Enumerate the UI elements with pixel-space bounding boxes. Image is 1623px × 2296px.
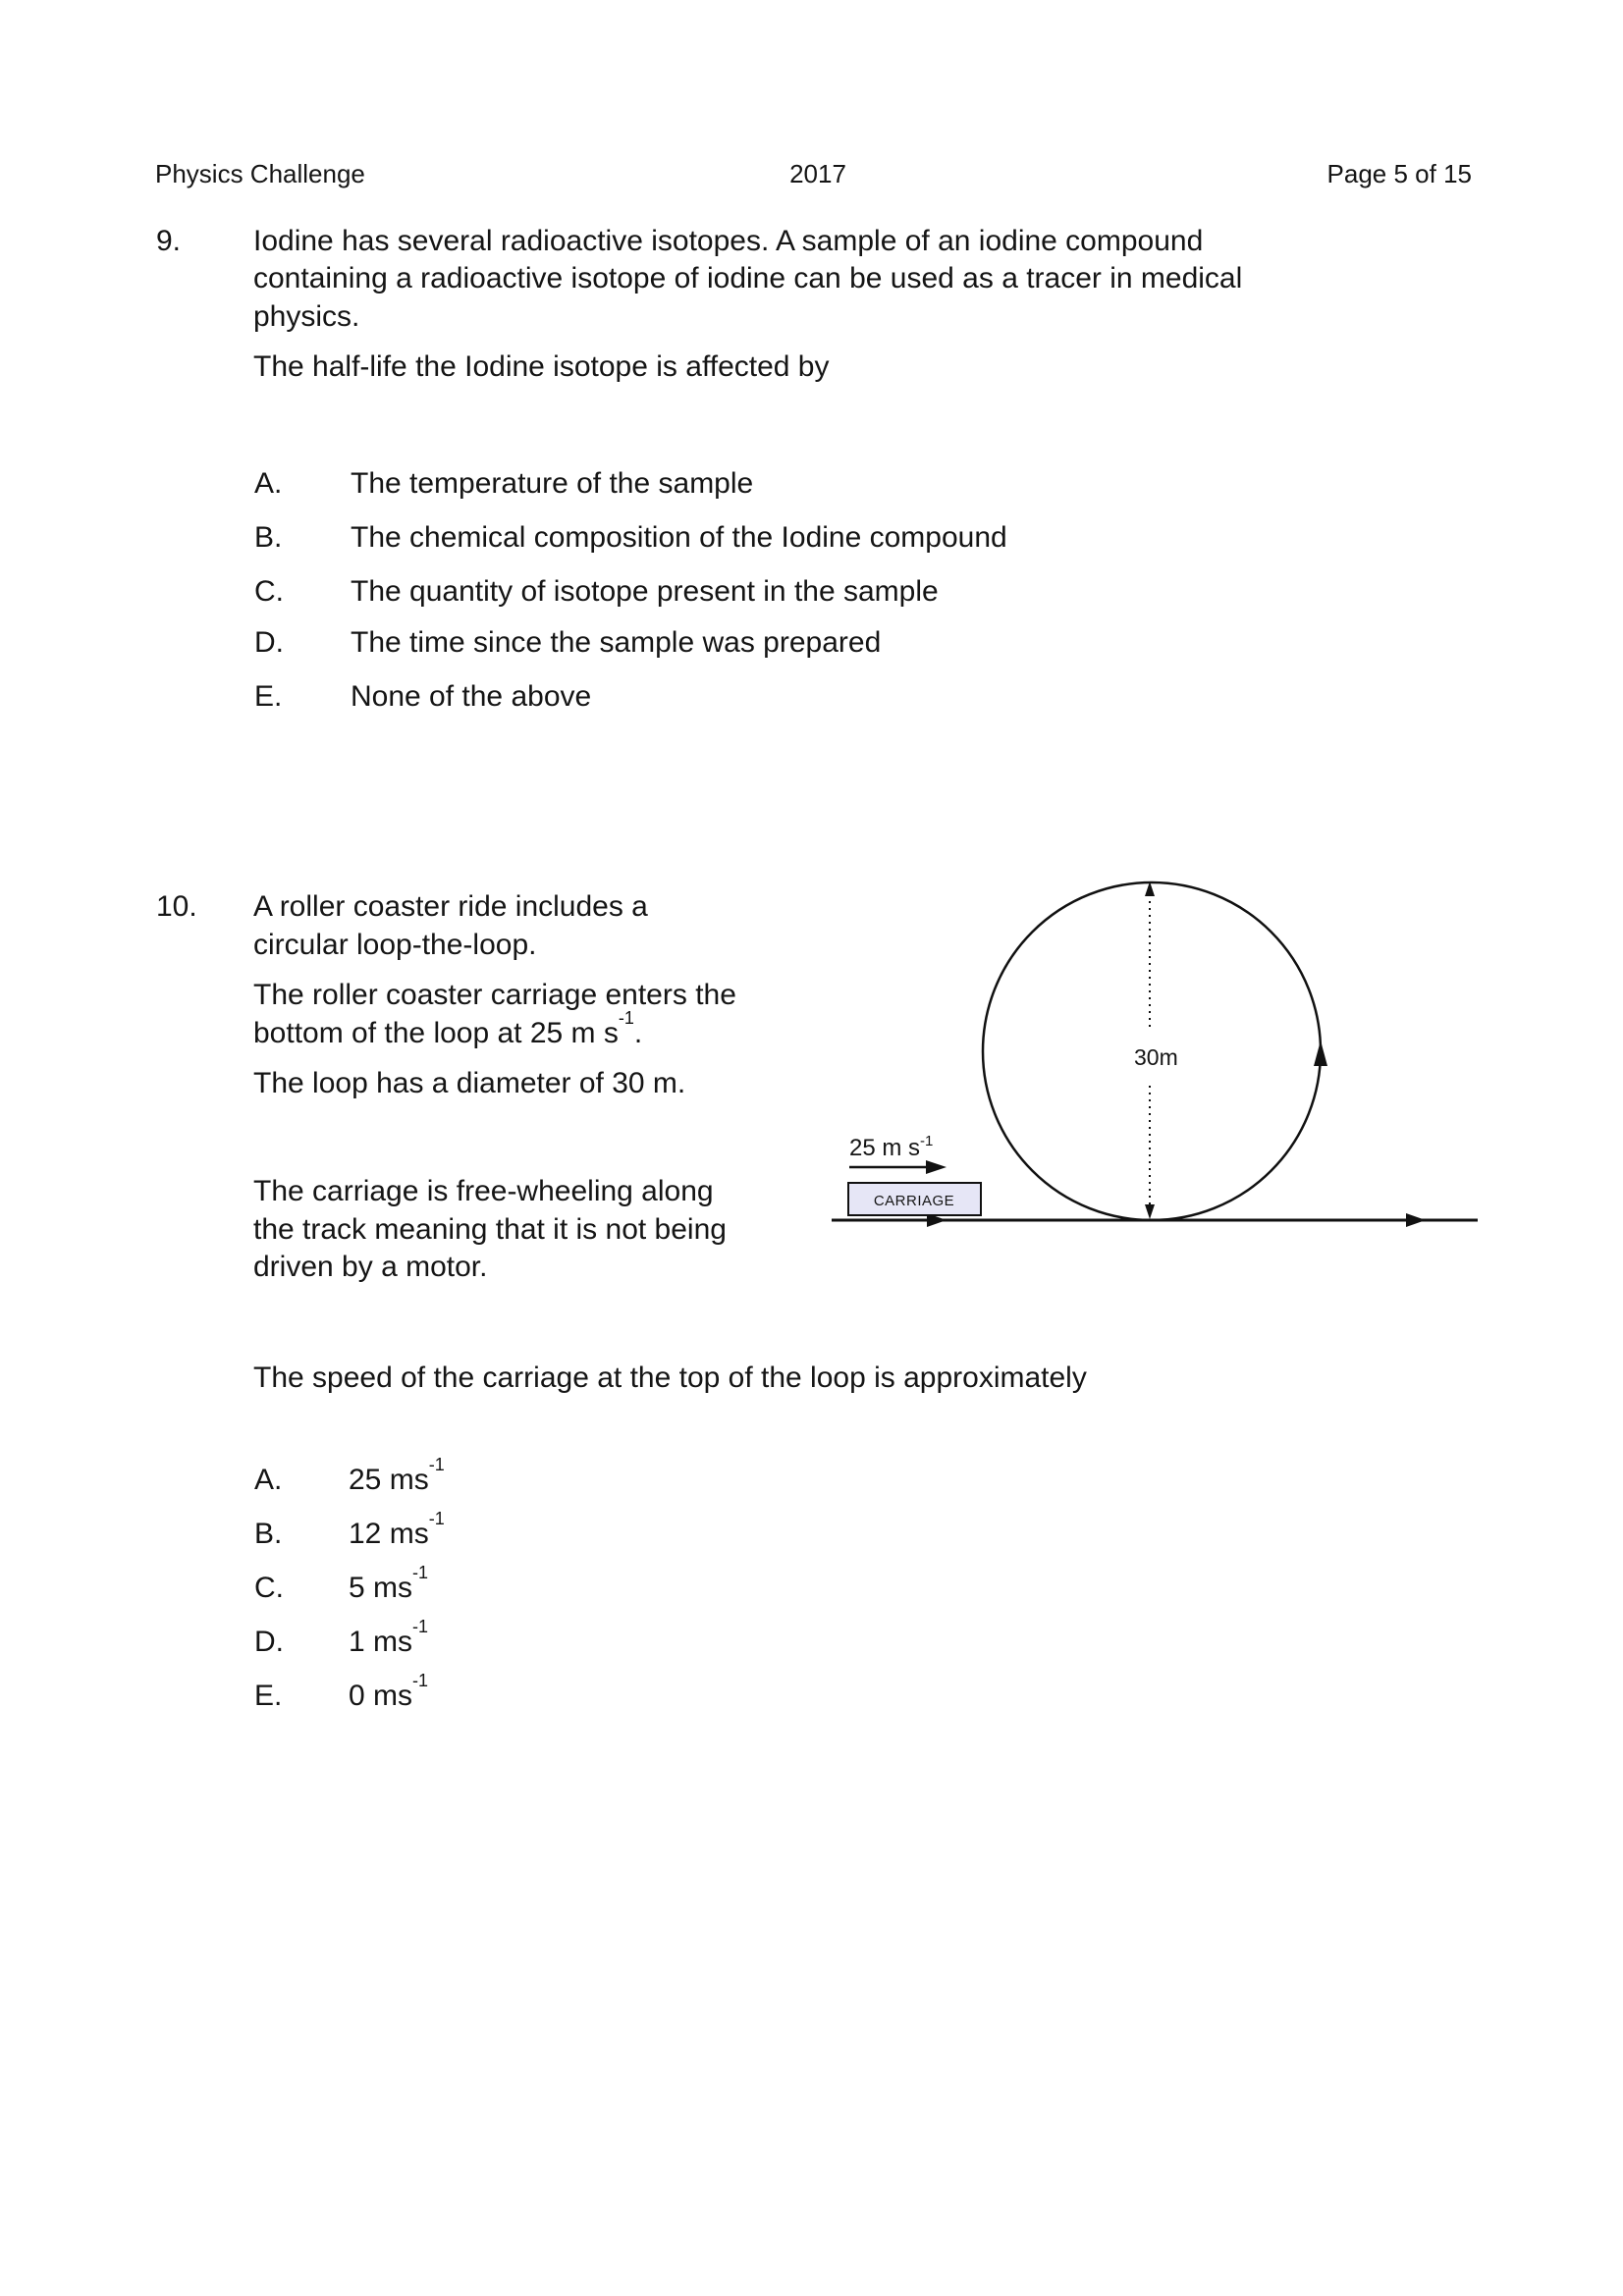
option-letter: D.	[254, 1626, 284, 1658]
question-10-text-line: A roller coaster ride includes a	[253, 890, 648, 923]
ground-arrow-right-icon	[1406, 1213, 1426, 1227]
option-letter: C.	[254, 575, 284, 608]
option-letter: B.	[254, 1518, 283, 1550]
diameter-label: 30m	[1134, 1044, 1178, 1070]
option-text	[349, 1508, 445, 1550]
option-text: The time since the sample was prepared	[351, 626, 882, 659]
q10-option-e	[0, 1670, 1623, 1712]
q9-option-c	[0, 577, 1623, 607]
question-10-text-line: driven by a motor.	[253, 1251, 488, 1283]
option-text	[349, 1562, 429, 1604]
option-text: The chemical composition of the Iodine compound	[351, 521, 1007, 554]
question-9-text-line: physics.	[253, 300, 360, 333]
q10-option-b	[0, 1508, 1623, 1550]
option-letter: A.	[254, 467, 283, 500]
option-text	[349, 1616, 429, 1658]
q9-option-b	[0, 523, 1623, 553]
header-year: 2017	[789, 159, 846, 188]
option-letter: E.	[254, 680, 283, 713]
option-superscript: -1	[428, 1508, 445, 1528]
option-value: 0 ms	[349, 1680, 413, 1712]
option-text: The quantity of isotope present in the sample	[351, 575, 939, 608]
option-superscript: -1	[412, 1562, 429, 1582]
question-10-number: 10.	[156, 890, 197, 923]
header-document-title: Physics Challenge	[155, 159, 365, 188]
q10-option-d	[0, 1616, 1623, 1658]
question-10-text-line	[253, 1007, 643, 1049]
q9-option-e	[0, 682, 1623, 712]
option-value: 1 ms	[349, 1626, 413, 1658]
option-text	[349, 1454, 445, 1496]
option-letter: C.	[254, 1572, 284, 1604]
option-value: 25 ms	[349, 1464, 429, 1496]
option-letter: D.	[254, 626, 284, 659]
loop-direction-arrow-icon	[1314, 1041, 1327, 1066]
question-10-text-line: circular loop-the-loop.	[253, 929, 537, 961]
q10-option-a	[0, 1454, 1623, 1496]
header-page-number: Page 5 of 15	[1326, 159, 1472, 188]
entry-speed-arrow-head-icon	[926, 1160, 947, 1174]
question-10-diameter-line: The loop has a diameter of 30 m.	[253, 1067, 686, 1099]
question-9-number: 9.	[156, 225, 182, 257]
option-text	[349, 1670, 429, 1712]
option-superscript: -1	[428, 1454, 445, 1474]
question-10-text-line: the track meaning that it is not being	[253, 1213, 727, 1246]
entry-speed-value: 25 m s	[849, 1135, 921, 1161]
carriage-label: CARRIAGE	[873, 1193, 955, 1209]
question-9-text-line: containing a radioactive isotope of iodine can be used as a tracer in medical	[253, 262, 1243, 294]
question-9-stem: The half-life the Iodine isotope is affected by	[253, 350, 830, 383]
q10-option-c	[0, 1562, 1623, 1604]
option-superscript: -1	[412, 1616, 429, 1636]
entry-speed-label	[849, 1133, 933, 1161]
question-10-stem: The speed of the carriage at the top of the loop is approximately	[253, 1362, 1087, 1394]
option-letter: E.	[254, 1680, 283, 1712]
q9-option-a	[0, 469, 1623, 499]
q9-option-d	[0, 628, 1623, 658]
speed-entry-period: .	[633, 1017, 643, 1049]
diameter-arrow-down-icon	[1145, 1204, 1155, 1219]
speed-entry-text: bottom of the loop at 25 m s	[253, 1017, 619, 1049]
question-10-text-line: The carriage is free-wheeling along	[253, 1175, 714, 1207]
option-value: 12 ms	[349, 1518, 429, 1550]
option-text: The temperature of the sample	[351, 467, 754, 500]
option-value: 5 ms	[349, 1572, 413, 1604]
question-9-text-line: Iodine has several radioactive isotopes. A sample of an iodine compound	[253, 225, 1204, 257]
question-10-text-line: The roller coaster carriage enters the	[253, 979, 736, 1011]
loop-the-loop-diagram	[825, 864, 1492, 1247]
option-letter: B.	[254, 521, 283, 554]
option-superscript: -1	[412, 1670, 429, 1690]
option-letter: A.	[254, 1464, 283, 1496]
entry-speed-superscript: -1	[920, 1133, 934, 1149]
option-text: None of the above	[351, 680, 592, 713]
speed-entry-superscript: -1	[618, 1007, 634, 1028]
